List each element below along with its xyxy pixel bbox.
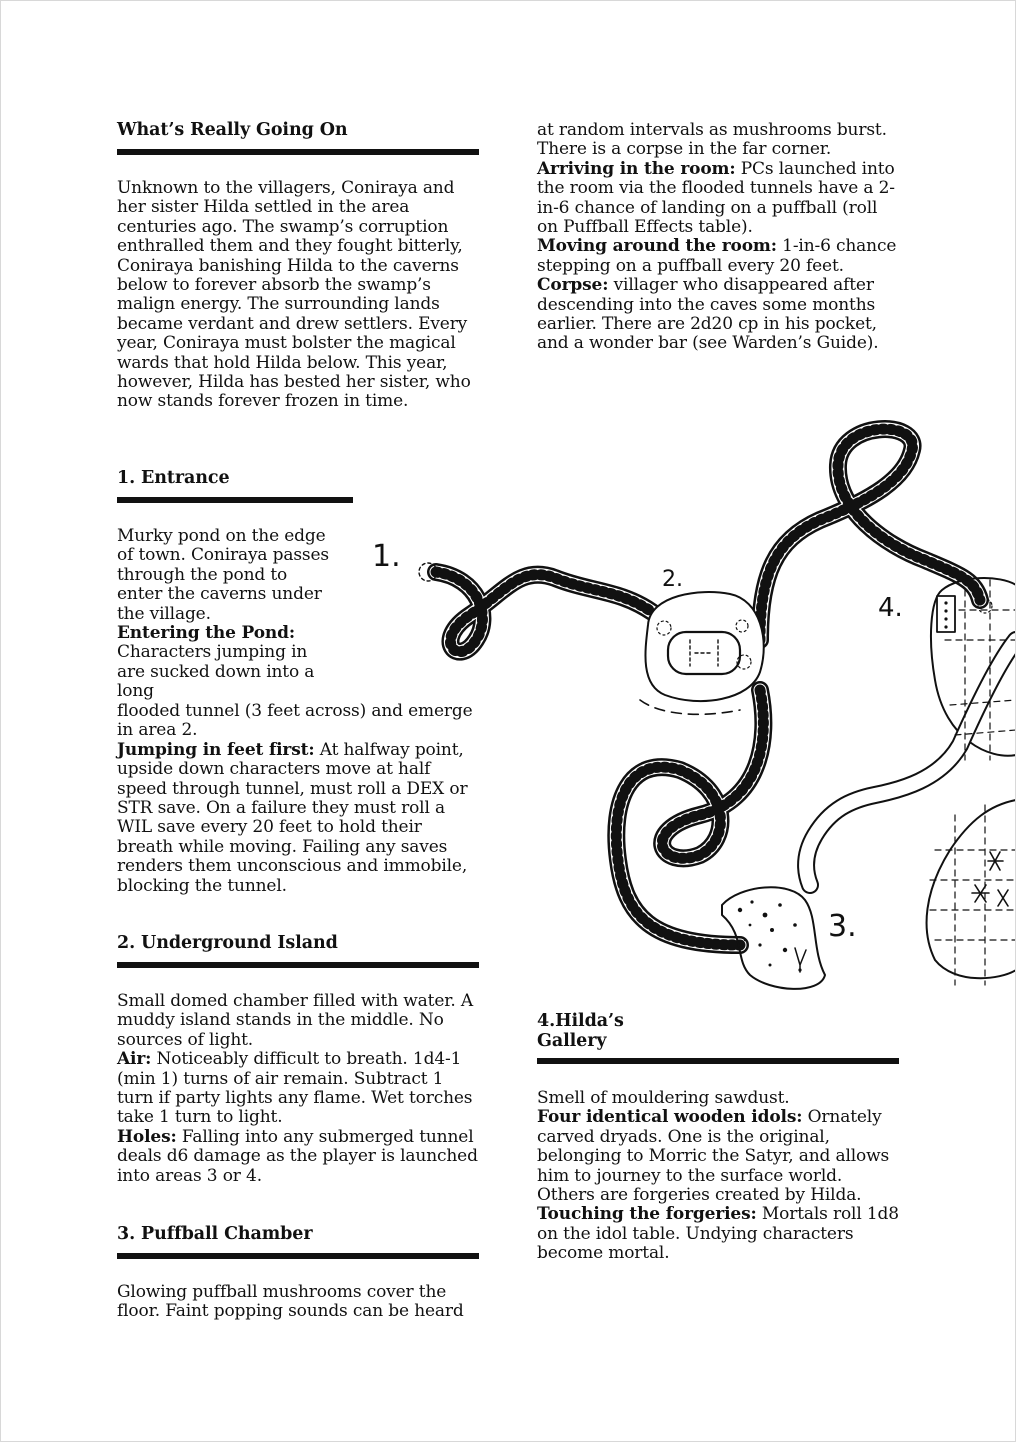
moving-text: 1-in-6 chance stepping on a puffball every 20 feet. <box>537 236 897 276</box>
really-going-on-body: Unknown to the villagers, Coniraya and her sister Hilda settled in the area centuries ago. The swamp’s corruption enthralled them and they fought bitterly, Coniraya banishing Hilda to the caverns below to forever absorb the swamp’s malign energy. The surrounding lands became verdant and drew settlers. Every year, Coniraya must bolster the magical wards that hold Hilda below. This year, however, Hilda has bested her sister, who now stands forever frozen in time. <box>117 178 471 412</box>
pond-text-tail: flooded tunnel (3 feet across) and emerge in area 2. <box>117 701 473 741</box>
heading-puffball-chamber: 3. Puffball Chamber <box>117 1224 313 1244</box>
map-label-area-1: 1. <box>372 539 401 574</box>
holes-text: Falling into any submerged tunnel deals d6 damage as the player is launched into areas 3 or 4. <box>117 1126 478 1186</box>
really-going-on-text <box>117 179 479 412</box>
puffball-intro-b: at random intervals as mushrooms burst. There is a corpse in the far corner. <box>537 120 887 160</box>
holes-label: Holes: <box>117 1126 177 1147</box>
cave-map <box>360 418 1016 998</box>
island-text <box>117 992 479 1186</box>
heading-hildas-gallery <box>537 1012 624 1051</box>
heading-hildas-gallery-line1: 4.Hilda’s <box>537 1011 624 1031</box>
pond-label: Entering the Pond: <box>117 623 295 644</box>
gallery-text <box>537 1089 899 1264</box>
heading-entrance: 1. Entrance <box>117 468 230 488</box>
idols-text: Ornately carved dryads. One is the original, belonging to Morric the Satyr, and allows him to journey to the surface world. Others are forgeries created by Hilda. <box>537 1107 890 1206</box>
arriving-label: Arriving in the room: <box>537 158 736 179</box>
idols-label: Four identical wooden idols: <box>537 1107 803 1128</box>
tunnel-entrance-to-island <box>436 572 652 652</box>
puffball-text-a <box>117 1283 479 1322</box>
pond-text-head: Characters jumping in are sucked down into a long <box>117 642 315 702</box>
map-label-area-3: 3. <box>828 909 857 944</box>
arriving-text: PCs launched into the room via the flooded tunnels have a 2-in-6 chance of landing on a puffball (roll on Puffball Effects table). <box>537 158 895 238</box>
feet-first-label: Jumping in feet first: <box>117 739 315 760</box>
map-label-area-2: 2. <box>662 567 683 592</box>
heading-rule <box>537 1058 899 1064</box>
tunnel-island-to-puffball <box>616 690 763 945</box>
air-label: Air: <box>117 1049 152 1070</box>
island-intro: Small domed chamber filled with water. A muddy island stands in the middle. No sources of light. <box>117 991 474 1050</box>
touching-label: Touching the forgeries: <box>537 1204 757 1225</box>
map-label-area-4: 4. <box>878 593 903 623</box>
feet-first-text: At halfway point, upside down characters move at half speed through tunnel, must roll a DEX or STR save. On a failure they must roll a WIL save every 20 feet to hold their breath while moving. Failing any saves renders them unconscious and immobile, blocking the tunnel. <box>117 739 468 896</box>
corpse-text: villager who disappeared after descending into the caves some months earlier. There are 2d20 cp in his pocket, and a wonder bar (see Warden’s Guide). <box>537 275 879 354</box>
heading-really-going-on: What’s Really Going On <box>117 120 348 140</box>
entrance-intro: Murky pond on the edge of town. Coniraya passes through the pond to enter the caverns under the village. <box>117 526 329 624</box>
area-3-chamber <box>722 887 825 989</box>
heading-underground-island: 2. Underground Island <box>117 933 338 953</box>
heading-rule <box>117 149 479 155</box>
puffball-intro-a: Glowing puffball mushrooms cover the floor. Faint popping sounds can be heard <box>117 1282 464 1322</box>
heading-hildas-gallery-line2: Gallery <box>537 1030 607 1051</box>
heading-rule <box>117 1253 479 1259</box>
gallery-intro: Smell of mouldering sawdust. <box>537 1088 790 1108</box>
air-text: Noticeably difficult to breath. 1d4-1 (min 1) turns of air remain. Subtract 1 turn if party lights any flame. Wet torches take 1 turn to light. <box>117 1049 473 1128</box>
moving-label: Moving around the room: <box>537 236 777 257</box>
corpse-label: Corpse: <box>537 275 609 296</box>
heading-rule <box>117 497 353 503</box>
puffball-text-b <box>537 121 899 354</box>
touching-text: Mortals roll 1d8 on the idol table. Undying characters become mortal. <box>537 1204 899 1264</box>
entrance-intro-text <box>117 527 332 702</box>
area-2-chamber <box>640 592 764 714</box>
